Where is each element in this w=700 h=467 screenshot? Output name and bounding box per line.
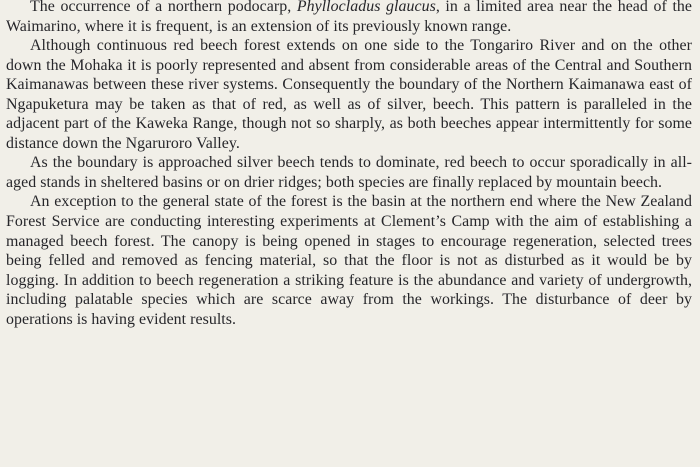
species-name-italic: Phyllocladus glaucus — [296, 0, 436, 15]
paragraph-red-beech: Although continuous red beech forest extends on one side to the Tongariro River and on the other down the Mohaka it is poorly represented and absent from considerable areas of the Central and Southern Kaimanawas between these river systems. Consequently the boundary of the Northern Kaimanawa east of Ngapuketura may be taken as that of red, as well as of silver, beech. This pattern is paralleled in the adjacent part of the Kaweka Range, though not so sharply, as both beeches appear intermittently for some distance down the Ngaruroro Valley. — [6, 37, 692, 152]
paragraph-podocarp-text-before: The occurrence of a northern podocarp, — [30, 0, 297, 15]
paragraph-podocarp-text-after: , in a limited area near the head of the Waimarino, where it is frequent, is an extension of its previously known range. — [6, 0, 693, 35]
paragraph-boundary: As the boundary is approached silver beech tends to dominate, red beech to occur sporadically in all-aged stands in sheltered basins or on drier ridges; both species are finally replaced by mountain beech. — [6, 154, 692, 191]
paragraph-podocarp — [6, 0, 692, 36]
paragraph-clements-camp: An exception to the general state of the forest is the basin at the northern end where the New Zealand Forest Service are conducting interesting experiments at Clement’s Camp with the aim of establishing a managed beech forest. The canopy is being opened in stages to encourage regeneration, selected trees being felled and removed as fencing material, so that the floor is not as disturbed as it would be by logging. In addition to beech regeneration a striking feature is the abundance and variety of undergrowth, including palatable species which are scarce away from the workings. The disturbance of deer by operations is having evident results. — [6, 193, 692, 328]
